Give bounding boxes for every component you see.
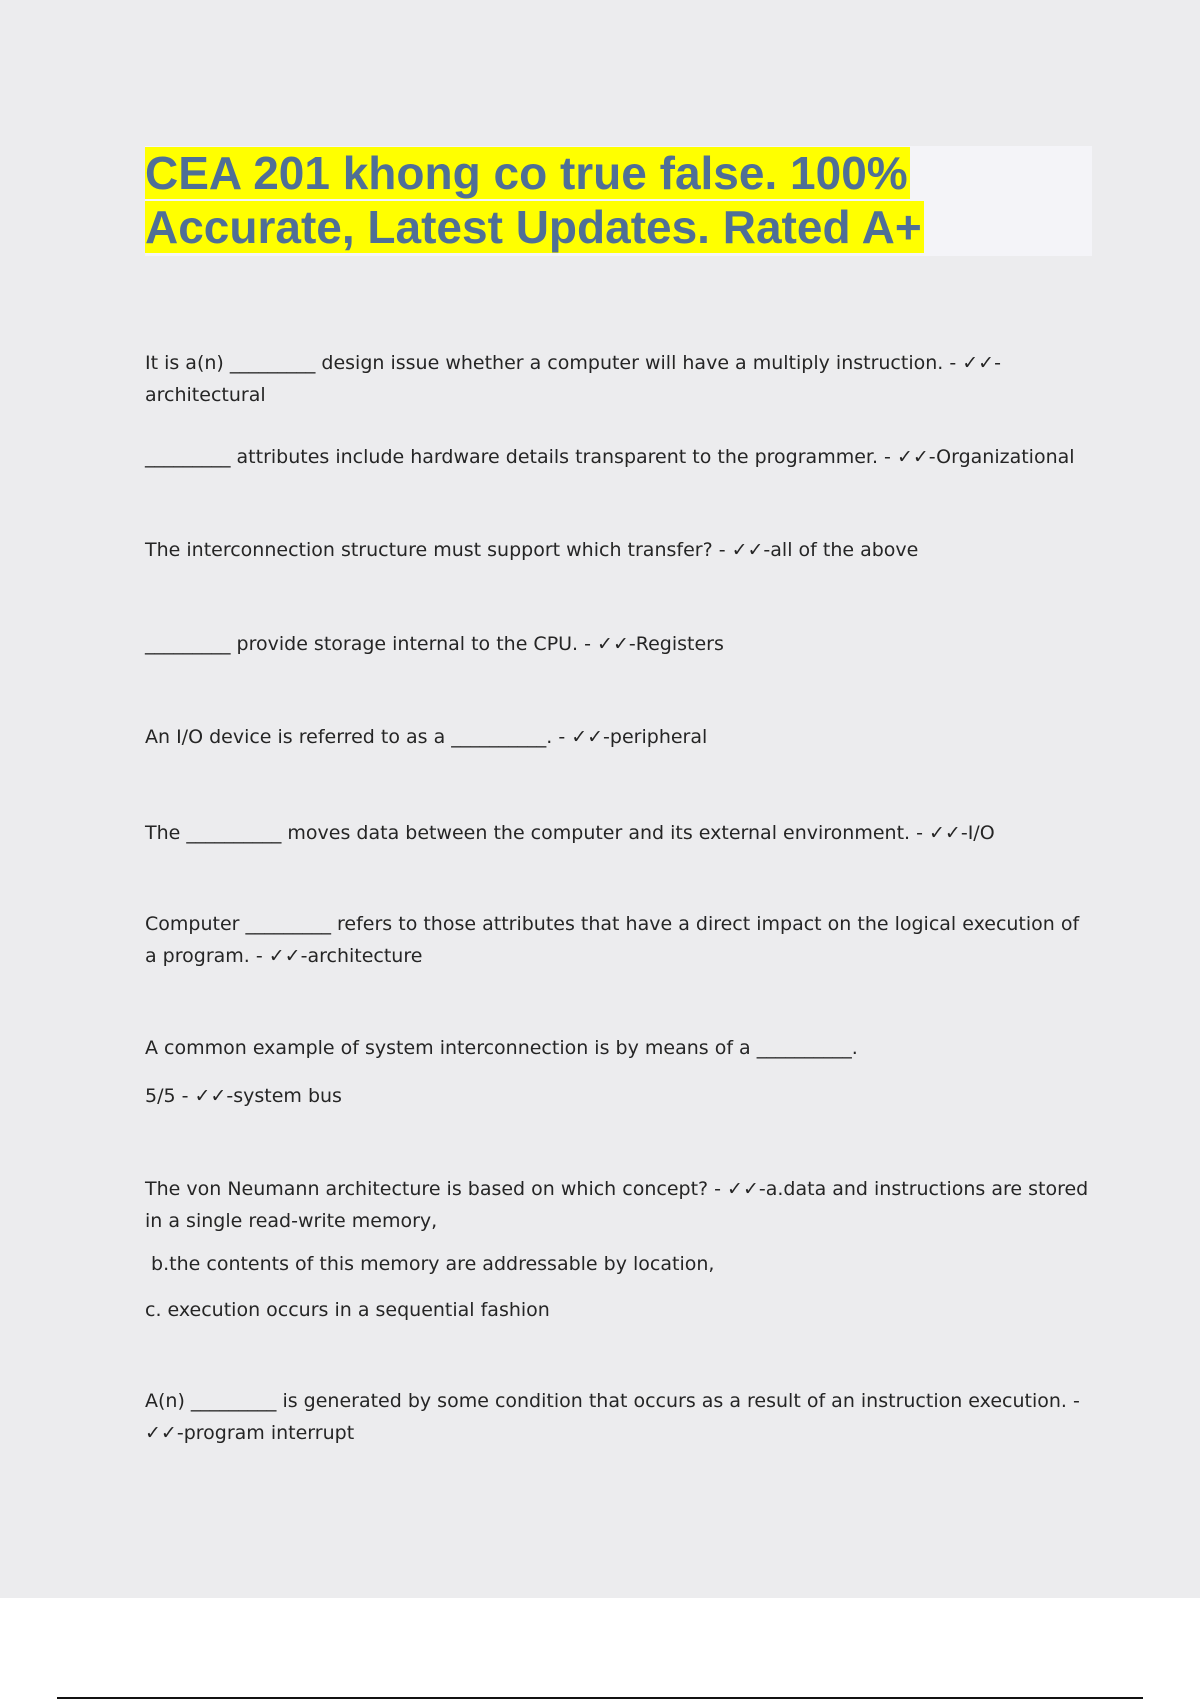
question-item: It is a(n) _________ design issue whether a computer will have a multiply instruction. - ✓✓-architectural xyxy=(145,352,1001,406)
question-item: Computer _________ refers to those attributes that have a direct impact on the logical execution of a program. - ✓✓-architecture xyxy=(145,913,1086,967)
question-item: A common example of system interconnection is by means of a __________. xyxy=(145,1037,858,1059)
question-item: A(n) _________ is generated by some condition that occurs as a result of an instruction execution. - ✓✓-program interrupt xyxy=(145,1390,1086,1444)
question-item: _________ provide storage internal to the CPU. - ✓✓-Registers xyxy=(145,633,724,655)
question-item: An I/O device is referred to as a __________. - ✓✓-peripheral xyxy=(145,726,708,748)
question-item: The von Neumann architecture is based on which concept? - ✓✓-a.data and instructions are stored in a single read-write memory, xyxy=(145,1178,1095,1232)
question-item: The interconnection structure must support which transfer? - ✓✓-all of the above xyxy=(145,539,919,561)
document-title xyxy=(145,146,924,254)
answer-line: 5/5 - ✓✓-system bus xyxy=(145,1085,342,1107)
question-item: _________ attributes include hardware details transparent to the programmer. - ✓✓-Organizational xyxy=(145,446,1075,468)
question-item: The __________ moves data between the computer and its external environment. - ✓✓-I/O xyxy=(145,822,995,844)
footer-divider xyxy=(57,1697,1143,1699)
answer-line: c. execution occurs in a sequential fashion xyxy=(145,1299,550,1321)
answer-line: b.the contents of this memory are addressable by location, xyxy=(145,1253,715,1275)
title-line-1: CEA 201 khong co true false. 100% xyxy=(145,147,908,199)
title-line-2: Accurate, Latest Updates. Rated A+ xyxy=(145,201,922,253)
